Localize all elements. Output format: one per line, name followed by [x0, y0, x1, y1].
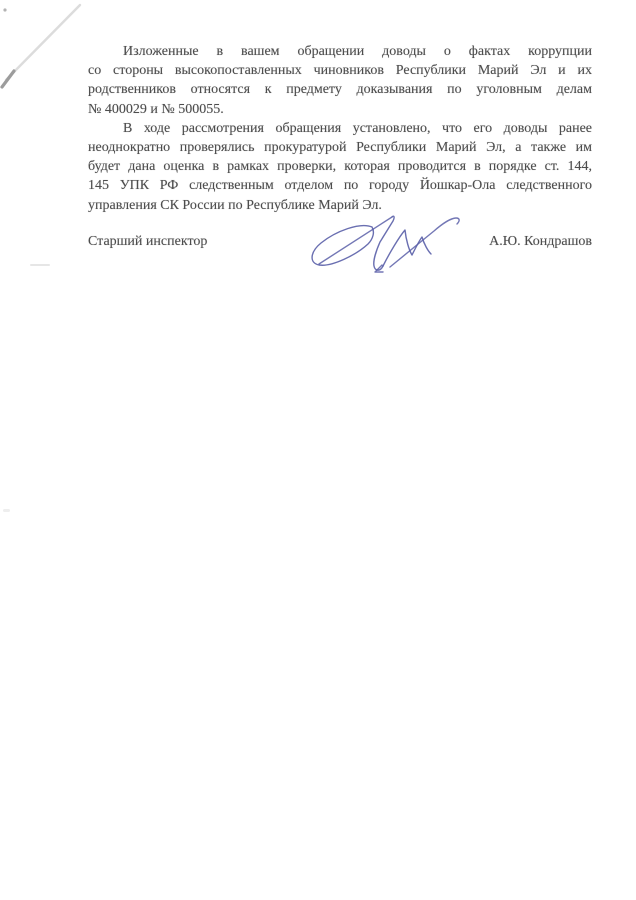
scan-artifact-smudge-2 [3, 509, 10, 512]
text-line: Изложенные в вашем обращении доводы о фактах коррупции [123, 44, 592, 59]
scan-artifact-smudge-1 [30, 264, 50, 266]
signer-name-label: А.Ю. Кондрашов [489, 234, 592, 249]
body-text [88, 42, 592, 215]
text-line: будет дана оценка в рамках проверки, которая проводится в порядке ст. 144, [88, 159, 592, 175]
scan-artifact-diagonal [0, 0, 92, 96]
paragraph-2 [88, 119, 592, 215]
signer-title-label: Старший инспектор [88, 234, 208, 249]
text-line: со стороны высокопоставленных чиновников Республики Марий Эл и их [88, 63, 592, 79]
text-line: № 400029 и № 500055. [88, 101, 224, 117]
text-line: родственников относятся к предмету доказывания по уголовным делам [88, 82, 592, 98]
paragraph-1 [88, 42, 592, 119]
text-line: управления СК России по Республике Марий Эл. [88, 197, 382, 213]
text-line: В ходе рассмотрения обращения установлено, что его доводы ранее [123, 120, 592, 136]
signature-icon [298, 206, 463, 294]
text-line: 145 УПК РФ следственным отделом по городу Йошкар-Ола следственного [88, 178, 592, 194]
text-line: неоднократно проверялись прокуратурой Республики Марий Эл, а также им [88, 140, 592, 156]
